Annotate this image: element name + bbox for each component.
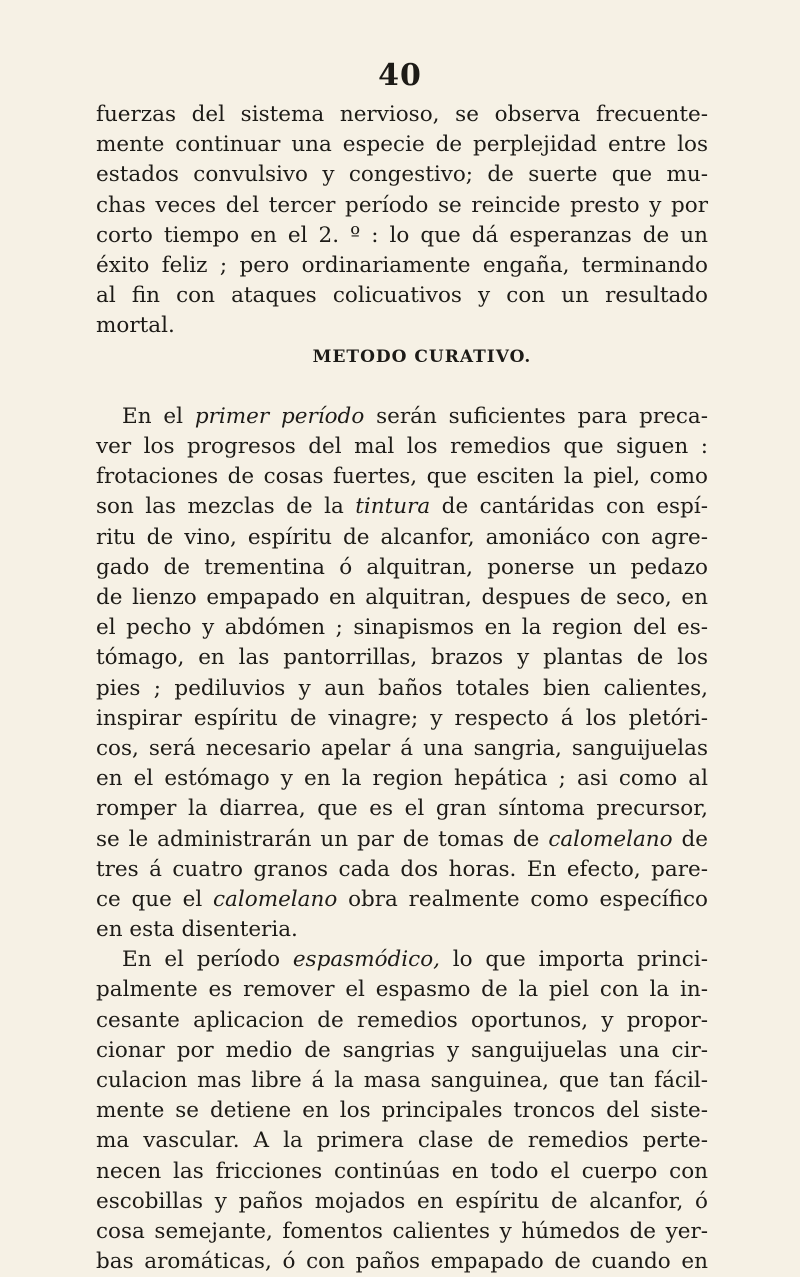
text-line: tres á cuatro granos cada dos horas. En efecto, pare- [96, 856, 708, 882]
text-line: corto tiempo en el 2. º : lo que dá esperanzas de un [96, 222, 708, 248]
text-line: al fin con ataques colicuativos y con un resultado [96, 283, 708, 309]
text-line: mente continuar una especie de perplejidad entre los [96, 132, 708, 158]
text-line: ce que el calomelano obra realmente como específico [96, 886, 708, 912]
body-text [96, 100, 708, 1277]
text-line: En el primer período serán suficientes para preca- [122, 403, 708, 429]
text-line: de lienzo empapado en alquitran, despues de seco, en [96, 585, 708, 610]
text-line: En el período espasmódico, lo que importa princi- [122, 947, 708, 973]
text-line: se le administrarán un par de tomas de calomelano de [96, 826, 708, 852]
text-line: cosa semejante, fomentos calientes y húmedos de yer- [96, 1218, 708, 1244]
text-line: ma vascular. A la primera clase de remedios perte- [96, 1128, 708, 1154]
text-line: bas aromáticas, ó con paños empapado de cuando en [96, 1249, 708, 1275]
text-line: culacion mas libre á la masa sanguinea, que tan fácil- [96, 1068, 708, 1093]
section-heading: METODO CURATIVO. [312, 346, 532, 367]
text-line: éxito feliz ; pero ordinariamente engaña, terminando [96, 252, 708, 278]
text-line: el pecho y abdómen ; sinapismos en la region del es- [96, 615, 708, 641]
text-line: mortal. [96, 313, 175, 339]
text-line: gado de trementina ó alquitran, ponerse un pedazo [96, 554, 708, 580]
text-line: ver los progresos del mal los remedios que siguen : [96, 434, 708, 460]
blank-line [96, 372, 708, 402]
page-number: 40 [378, 58, 422, 93]
text-line: estados convulsivo y congestivo; de suerte que mu- [96, 162, 708, 188]
text-line: cos, será necesario apelar á una sangria, sanguijuelas [96, 735, 708, 761]
text-line: tómago, en las pantorrillas, brazos y plantas de los [96, 645, 708, 671]
text-line: frotaciones de cosas fuertes, que esciten la piel, como [96, 464, 708, 490]
text-line: mente se detiene en los principales troncos del siste- [96, 1098, 708, 1124]
text-line: cesante aplicacion de remedios oportunos, y propor- [96, 1007, 708, 1033]
text-line: necen las fricciones continúas en todo el cuerpo con [96, 1158, 708, 1184]
text-line: chas veces del tercer período se reincide presto y por [96, 192, 708, 218]
text-line: inspirar espíritu de vinagre; y respecto á los pletóri- [96, 705, 708, 731]
text-line: en esta disenteria. [96, 917, 298, 943]
text-line: pies ; pediluvios y aun baños totales bien calientes, [96, 675, 708, 701]
text-line: en el estómago y en la region hepática ; asi como al [96, 766, 708, 792]
text-line: fuerzas del sistema nervioso, se observa frecuente- [96, 102, 708, 127]
text-line: ritu de vino, espíritu de alcanfor, amoniáco con agre- [96, 524, 708, 550]
text-line: romper la diarrea, que es el gran síntoma precursor, [96, 796, 708, 822]
text-line: cionar por medio de sangrias y sanguijuelas una cir- [96, 1037, 708, 1063]
text-line: palmente es remover el espasmo de la piel con la in- [96, 977, 708, 1003]
text-line: son las mezclas de la tintura de cantáridas con espí- [96, 494, 708, 520]
text-line: escobillas y paños mojados en espíritu de alcanfor, ó [96, 1188, 708, 1214]
